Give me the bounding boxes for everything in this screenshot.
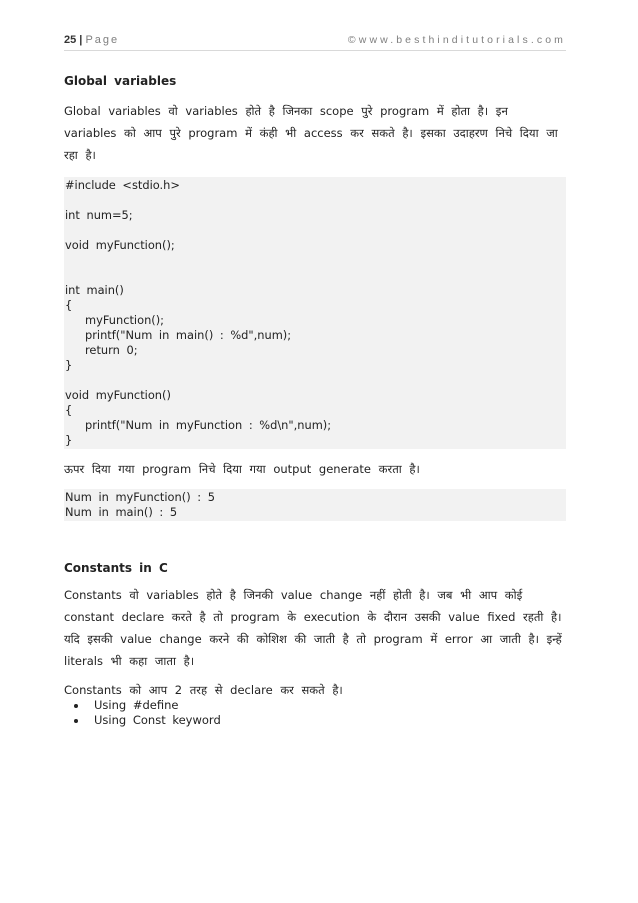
code-line: { <box>65 403 73 417</box>
list-item: • Using Const keyword <box>88 713 566 728</box>
output-intro: ऊपर दिया गया program निचे दिया गया output generate करता है। <box>64 462 420 476</box>
global-variables-heading: Global variables <box>64 74 177 88</box>
code-line: myFunction(); <box>85 313 165 327</box>
code-line: int num=5; <box>65 208 133 222</box>
output-line: Num in myFunction() : 5 <box>65 490 215 504</box>
list-item: • Using #define <box>88 698 566 713</box>
code-line: } <box>65 433 73 447</box>
code-line <box>65 193 558 208</box>
constants-intro: Constants वो variables होते है जिनकी value change नहीं होती है। जब भी आप कोई constant declare करते है तो program के execution के दौरान उसकी value fixed रहती है। यदि इसकी value change करने की कोशिश की जाती है तो program में error आ जाती है। इन्हें literals भी कहा जाता है। <box>64 588 562 668</box>
page-number: 25 <box>64 34 77 46</box>
page-separator: | <box>76 34 86 46</box>
output-block <box>64 489 566 521</box>
code-line: int main() <box>65 283 124 297</box>
site-url: ©www.besthinditutorials.com <box>347 34 566 46</box>
code-line: void myFunction(); <box>65 238 175 252</box>
code-line: { <box>65 298 73 312</box>
code-line <box>65 253 558 268</box>
page-header <box>64 34 566 51</box>
code-line: } <box>65 358 73 372</box>
constants-heading: Constants in C <box>64 561 168 575</box>
code-line <box>65 223 558 238</box>
constants-ways-intro: Constants को आप 2 तरह से declare कर सकते है। <box>64 683 343 697</box>
code-line: return 0; <box>85 343 138 357</box>
page-word: Page <box>85 34 120 46</box>
code-line: #include <stdio.h> <box>65 178 180 192</box>
code-line <box>65 268 558 283</box>
page-number-label <box>64 34 119 46</box>
code-block <box>64 177 566 449</box>
code-line: void myFunction() <box>65 388 171 402</box>
code-line: printf("Num in myFunction : %d\n",num); <box>85 418 332 432</box>
page-content <box>64 74 566 728</box>
code-line: printf("Num in main() : %d",num); <box>85 328 292 342</box>
constants-ways-list <box>64 698 566 728</box>
global-variables-intro: Global variables वो variables होते है जिनका scope पुरे program में होता है। इन variables को आप पुरे program में कंही भी access कर सकते है। इसका उदाहरण निचे दिया जा रहा है। <box>64 104 558 162</box>
output-line: Num in main() : 5 <box>65 505 178 519</box>
code-line <box>65 373 558 388</box>
